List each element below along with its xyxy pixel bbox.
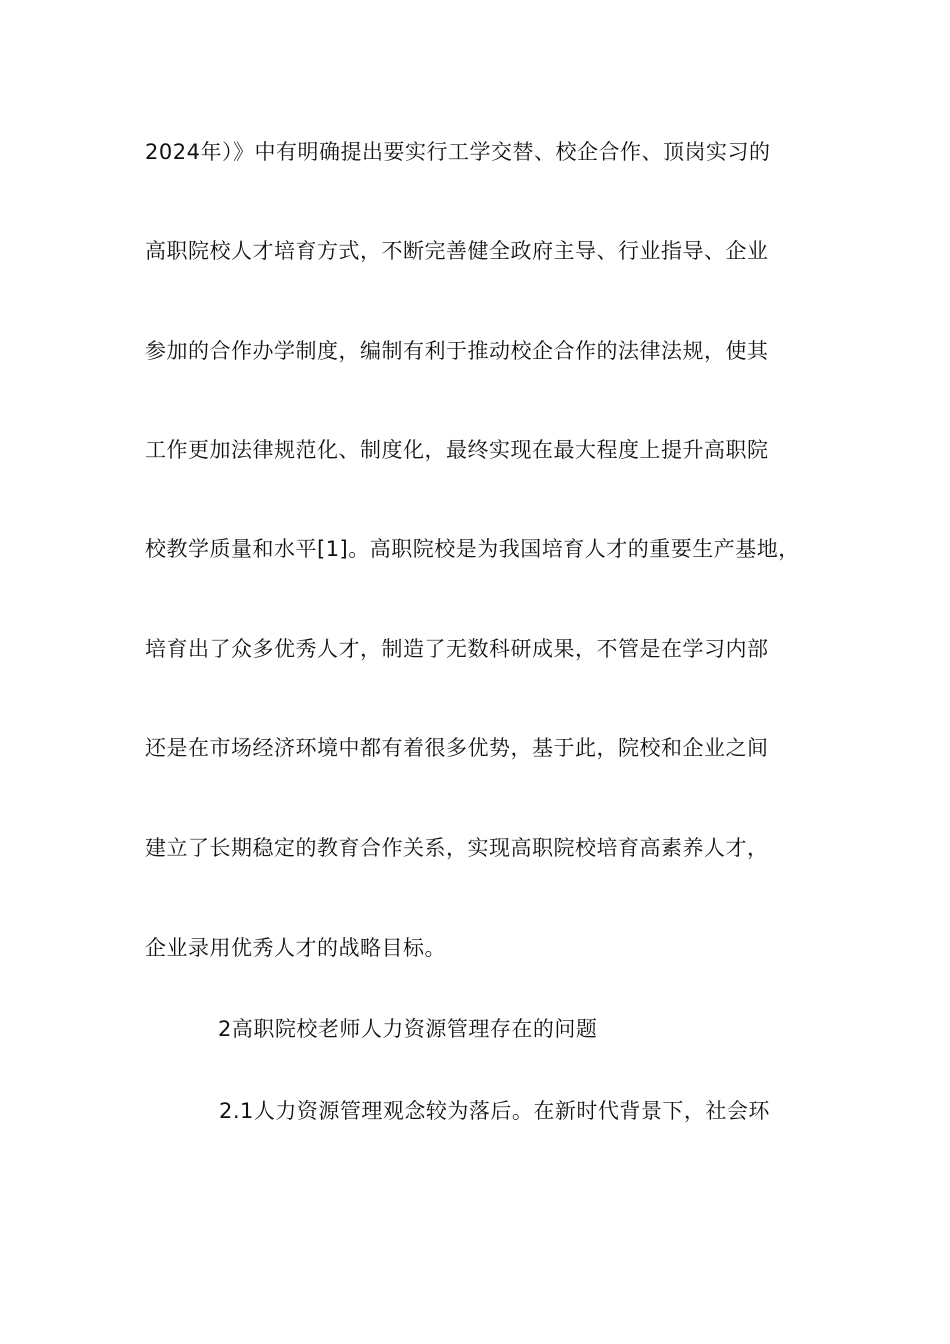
paragraph-line: 培育出了众多优秀人才，制造了无数科研成果，不管是在学习内部 [145,637,769,661]
paragraph-line: 企业录用优秀人才的战略目标。 [145,936,446,960]
subsection-line: 2.1人力资源管理观念较为落后。在新时代背景下，社会环 [219,1099,770,1123]
paragraph-line: 校教学质量和水平[1]。高职院校是为我国培育人才的重要生产基地， [145,537,800,561]
section-heading: 2高职院校老师人力资源管理存在的问题 [218,1017,598,1041]
paragraph-line: 参加的合作办学制度，编制有利于推动校企合作的法律法规，使其 [145,339,769,363]
paragraph-line: 工作更加法律规范化、制度化，最终实现在最大程度上提升高职院 [145,438,769,462]
paragraph-line: 高职院校人才培育方式，不断完善健全政府主导、行业指导、企业 [145,239,769,263]
paragraph-line: 建立了长期稳定的教育合作关系，实现高职院校培育高素养人才， [145,836,769,860]
paragraph-line: 还是在市场经济环境中都有着很多优势，基于此，院校和企业之间 [145,736,769,760]
paragraph-line: 2024年）》中有明确提出要实行工学交替、校企合作、顶岗实习的 [145,140,771,164]
